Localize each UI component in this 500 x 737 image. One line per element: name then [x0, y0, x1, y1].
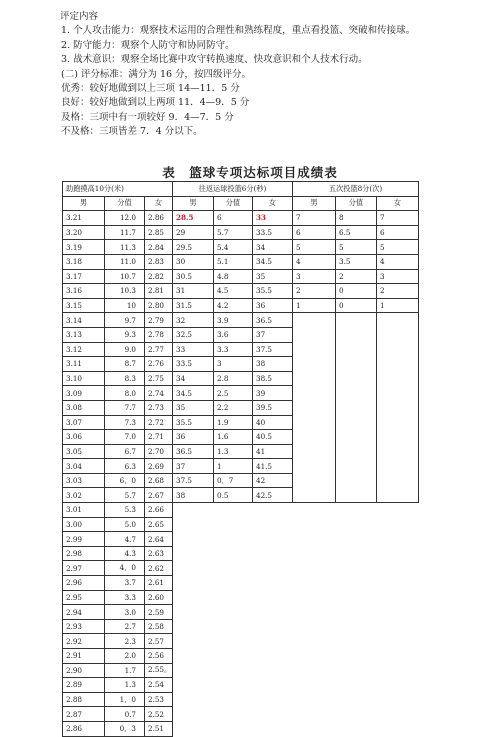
jump-cell: 2.89	[63, 678, 105, 693]
jump-cell: 2.53	[145, 692, 173, 707]
dribble-cell: 1.3	[214, 444, 253, 459]
jump-cell: 2.96	[63, 576, 105, 591]
dribble-cell: 6	[214, 211, 253, 226]
dribble-cell: 31.5	[173, 298, 214, 313]
jump-cell: 2.55。	[145, 663, 173, 678]
jump-cell: 2.85	[145, 225, 173, 240]
dribble-cell: 33.5	[253, 225, 293, 240]
intro-text	[61, 10, 491, 140]
dribble-cell: 42.5	[253, 488, 293, 503]
dribble-cell: 4.2	[214, 298, 253, 313]
dribble-cell: 33	[173, 342, 214, 357]
dribble-cell: 34.5	[173, 386, 214, 401]
jump-cell: 2.83	[145, 254, 173, 269]
table-row	[63, 298, 419, 313]
jump-cell: 2.57	[145, 634, 173, 649]
jump-cell: 2.7	[105, 619, 145, 634]
jump-cell: 2.86	[145, 211, 173, 226]
jump-cell: 2.81	[145, 284, 173, 299]
jump-cell: 2.88	[63, 692, 105, 707]
jump-cell: 2.78	[145, 327, 173, 342]
dribble-cell: 42	[253, 473, 293, 488]
intro-line: 评定内容	[60, 11, 99, 22]
jump-cell: 2.63	[145, 546, 173, 561]
jump-cell: 7.0	[105, 430, 145, 445]
shots-cell: 1	[293, 298, 336, 313]
jump-cell: 12.0	[105, 211, 145, 226]
jump-cell: 2.65	[145, 517, 173, 532]
jump-cell: 3.10	[63, 371, 105, 386]
jump-cell: 6.7	[105, 444, 145, 459]
column-header: 男	[173, 196, 214, 211]
jump-cell: 4.3	[105, 546, 145, 561]
jump-cell: 6.3	[105, 459, 145, 474]
jump-cell: 3.13	[63, 327, 105, 342]
intro-line: (二) 评分标准：满分为 16 分，按四级评分。	[61, 68, 252, 80]
jump-cell: 2.76	[145, 357, 173, 372]
dribble-cell: 1.9	[214, 415, 253, 430]
jump-cell: 3.05	[63, 444, 105, 459]
jump-cell: 4.7	[105, 532, 145, 547]
dribble-cell: 0．7	[214, 473, 253, 488]
dribble-cell: 4.8	[214, 269, 253, 284]
jump-cell: 8.0	[105, 386, 145, 401]
jump-cell: 3.0	[105, 605, 145, 620]
jump-cell: 3.06	[63, 430, 105, 445]
jump-cell: 0.7	[105, 707, 145, 722]
jump-cell: 7.7	[105, 400, 145, 415]
dribble-cell: 30	[173, 254, 214, 269]
shots-cell: 3	[293, 269, 336, 284]
dribble-cell: 41	[253, 444, 293, 459]
shots-cell: 2	[293, 284, 336, 299]
dribble-cell: 36.5	[253, 313, 293, 328]
grade-table	[62, 181, 419, 737]
jump-cell: 3.3	[105, 590, 145, 605]
jump-cell: 3.21	[63, 211, 105, 226]
dribble-cell: 37.5	[173, 473, 214, 488]
shots-cell: 1	[377, 298, 419, 313]
intro-line: 及格：三项中有一项较好 9．4—7．5 分	[61, 111, 234, 123]
shots-cell: 0	[336, 298, 377, 313]
jump-cell: 2.73	[145, 400, 173, 415]
dribble-cell: 35	[253, 269, 293, 284]
jump-cell: 2.54	[145, 678, 173, 693]
dribble-cell: 33	[253, 211, 293, 226]
jump-cell: 8.3	[105, 371, 145, 386]
intro-line: 良好：较好地做到以上两项 11．4—9．5 分	[61, 97, 250, 109]
shots-cell: 3	[377, 269, 419, 284]
dribble-cell: 37	[253, 327, 293, 342]
jump-cell: 4．0	[105, 561, 145, 576]
dribble-cell: 1.6	[214, 430, 253, 445]
dribble-cell: 33.5	[173, 357, 214, 372]
dribble-cell: 3.9	[214, 313, 253, 328]
jump-cell: 3.02	[63, 488, 105, 503]
jump-cell: 9.0	[105, 342, 145, 357]
dribble-cell: 34.5	[253, 254, 293, 269]
dribble-cell: 34	[173, 371, 214, 386]
jump-cell: 3.07	[63, 415, 105, 430]
dribble-cell: 36.5	[173, 444, 214, 459]
column-header: 女	[253, 196, 293, 211]
jump-cell: 2.95	[63, 590, 105, 605]
jump-cell: 2.71	[145, 430, 173, 445]
dribble-cell: 40	[253, 415, 293, 430]
column-header: 分值	[336, 196, 377, 211]
jump-cell: 3.19	[63, 240, 105, 255]
jump-cell: 1.7	[105, 663, 145, 678]
jump-cell: 3.16	[63, 284, 105, 299]
shots-cell: 4	[293, 254, 336, 269]
column-header: 分值	[214, 196, 253, 211]
jump-cell: 2.75	[145, 371, 173, 386]
jump-cell: 2.58	[145, 619, 173, 634]
jump-cell: 2.92	[63, 634, 105, 649]
dribble-cell: 35	[173, 400, 214, 415]
jump-cell: 1．0	[105, 692, 145, 707]
jump-cell: 2.74	[145, 386, 173, 401]
jump-cell: 2.77	[145, 342, 173, 357]
jump-cell: 3.12	[63, 342, 105, 357]
table-title: 表 篮球专项达标项目成绩表	[162, 165, 338, 180]
shots-cell: 8	[336, 211, 377, 226]
jump-cell: 2.56	[145, 649, 173, 664]
jump-cell: 11.0	[105, 254, 145, 269]
dribble-cell: 38	[253, 357, 293, 372]
jump-cell: 3.15	[63, 298, 105, 313]
dribble-cell: 37.5	[253, 342, 293, 357]
jump-cell: 2.79	[145, 313, 173, 328]
jump-cell: 2.3	[105, 634, 145, 649]
dribble-cell: 0.5	[214, 488, 253, 503]
dribble-cell: 36	[253, 298, 293, 313]
column-header: 男	[293, 196, 336, 211]
jump-cell: 2.68	[145, 473, 173, 488]
jump-cell: 5.0	[105, 517, 145, 532]
dribble-cell: 31	[173, 284, 214, 299]
intro-line: 1. 个人攻击能力：观察技术运用的合理性和熟练程度，重点看投篮、突破和传接球。	[61, 25, 416, 37]
shots-cell: 7	[293, 211, 336, 226]
dribble-cell: 29.5	[173, 240, 214, 255]
dribble-cell: 32	[173, 313, 214, 328]
table-row	[63, 240, 419, 255]
table-row	[63, 225, 419, 240]
jump-cell: 2.59	[145, 605, 173, 620]
table-row	[63, 284, 419, 299]
dribble-cell: 32.5	[173, 327, 214, 342]
jump-cell: 2.0	[105, 649, 145, 664]
jump-cell: 9.7	[105, 313, 145, 328]
jump-cell: 11.3	[105, 240, 145, 255]
dribble-cell: 5.7	[214, 225, 253, 240]
shots-cell: 2	[336, 269, 377, 284]
intro-line: 3. 战术意识：观察全场比赛中攻守转换速度、快攻意识和个人技术行动。	[61, 54, 368, 66]
jump-cell: 3.00	[63, 517, 105, 532]
jump-cell: 2.72	[145, 415, 173, 430]
table-row	[63, 269, 419, 284]
shots-cell: 6	[377, 225, 419, 240]
jump-cell: 2.51	[145, 721, 173, 736]
jump-cell: 2.93	[63, 619, 105, 634]
dribble-cell: 41.5	[253, 459, 293, 474]
jump-cell: 3.01	[63, 503, 105, 518]
empty-column	[336, 313, 377, 503]
jump-cell: 8.7	[105, 357, 145, 372]
dribble-cell: 4.5	[214, 284, 253, 299]
jump-cell: 2.94	[63, 605, 105, 620]
jump-cell: 10	[105, 298, 145, 313]
dribble-cell: 5.4	[214, 240, 253, 255]
jump-cell: 3.7	[105, 576, 145, 591]
shots-cell: 6	[293, 225, 336, 240]
dribble-cell: 40.5	[253, 430, 293, 445]
jump-cell: 6．0	[105, 473, 145, 488]
jump-cell: 2.87	[63, 707, 105, 722]
shots-cell: 7	[377, 211, 419, 226]
dribble-cell: 35.5	[253, 284, 293, 299]
shots-cell: 2	[377, 284, 419, 299]
dribble-cell: 34	[253, 240, 293, 255]
table-row	[63, 313, 419, 328]
empty-column	[377, 313, 419, 503]
jump-cell: 2.99	[63, 532, 105, 547]
section-title: 助跑摸高10分(米)	[63, 182, 173, 197]
shots-cell: 4	[377, 254, 419, 269]
jump-cell: 3.03	[63, 473, 105, 488]
empty-column	[293, 313, 336, 503]
table-row	[63, 254, 419, 269]
dribble-cell: 39	[253, 386, 293, 401]
table-row	[63, 503, 419, 518]
jump-cell: 2.60	[145, 590, 173, 605]
jump-cell: 3.20	[63, 225, 105, 240]
jump-cell: 2.91	[63, 649, 105, 664]
intro-line: 优秀：较好地做到以上三项 14—11．5 分	[61, 83, 240, 95]
shots-cell: 0	[336, 284, 377, 299]
jump-cell: 2.70	[145, 444, 173, 459]
dribble-cell: 3	[214, 357, 253, 372]
dribble-cell: 37	[173, 459, 214, 474]
jump-cell: 3.04	[63, 459, 105, 474]
column-header: 男	[63, 196, 105, 211]
jump-cell: 2.67	[145, 488, 173, 503]
jump-cell: 3.18	[63, 254, 105, 269]
dribble-cell: 38	[173, 488, 214, 503]
shots-cell: 5	[293, 240, 336, 255]
dribble-cell: 38.5	[253, 371, 293, 386]
empty-cell	[173, 503, 293, 737]
jump-cell: 3.14	[63, 313, 105, 328]
intro-line: 2. 防守能力：观察个人防守和协同防守。	[61, 39, 235, 51]
shots-cell: 5	[377, 240, 419, 255]
column-header: 女	[145, 196, 173, 211]
dribble-cell: 5.1	[214, 254, 253, 269]
jump-cell: 9.3	[105, 327, 145, 342]
dribble-cell: 2.2	[214, 400, 253, 415]
dribble-cell: 2.8	[214, 371, 253, 386]
jump-cell: 2.61	[145, 576, 173, 591]
jump-cell: 2.80	[145, 298, 173, 313]
shots-cell: 6.5	[336, 225, 377, 240]
jump-cell: 10.7	[105, 269, 145, 284]
section-title: 五次投篮8分(次)	[293, 182, 419, 197]
shots-cell: 3.5	[336, 254, 377, 269]
dribble-cell: 28.5	[173, 211, 214, 226]
jump-cell: 2.69	[145, 459, 173, 474]
jump-cell: 2.90	[63, 663, 105, 678]
jump-cell: 2.64	[145, 532, 173, 547]
jump-cell: 2.84	[145, 240, 173, 255]
dribble-cell: 3.6	[214, 327, 253, 342]
jump-cell: 2.86	[63, 721, 105, 736]
section-title-row	[63, 182, 419, 197]
jump-cell: 2.82	[145, 269, 173, 284]
table-row	[63, 211, 419, 226]
dribble-cell: 1	[214, 459, 253, 474]
jump-cell: 2.98	[63, 546, 105, 561]
jump-cell: 3.17	[63, 269, 105, 284]
dribble-cell: 30.5	[173, 269, 214, 284]
jump-cell: 5.7	[105, 488, 145, 503]
jump-cell: 7.3	[105, 415, 145, 430]
jump-cell: 2.52	[145, 707, 173, 722]
jump-cell: 5.3	[105, 503, 145, 518]
header-row	[63, 196, 419, 211]
jump-cell: 10.3	[105, 284, 145, 299]
jump-cell: 11.7	[105, 225, 145, 240]
dribble-cell: 29	[173, 225, 214, 240]
jump-cell: 2.66	[145, 503, 173, 518]
dribble-cell: 2.5	[214, 386, 253, 401]
dribble-cell: 39.5	[253, 400, 293, 415]
intro-line: 不及格：三项皆差 7．4 分以下。	[61, 126, 203, 138]
dribble-cell: 3.3	[214, 342, 253, 357]
section-title: 往返运球投篮6分(秒)	[173, 182, 293, 197]
column-header: 女	[377, 196, 419, 211]
jump-cell: 3.09	[63, 386, 105, 401]
shots-cell: 5	[336, 240, 377, 255]
jump-cell: 1.3	[105, 678, 145, 693]
jump-cell: 2.97	[63, 561, 105, 576]
jump-cell: 3.11	[63, 357, 105, 372]
jump-cell: 0．3	[105, 721, 145, 736]
jump-cell: 2.62	[145, 561, 173, 576]
column-header: 分值	[105, 196, 145, 211]
dribble-cell: 36	[173, 430, 214, 445]
dribble-cell: 35.5	[173, 415, 214, 430]
jump-cell: 3.08	[63, 400, 105, 415]
